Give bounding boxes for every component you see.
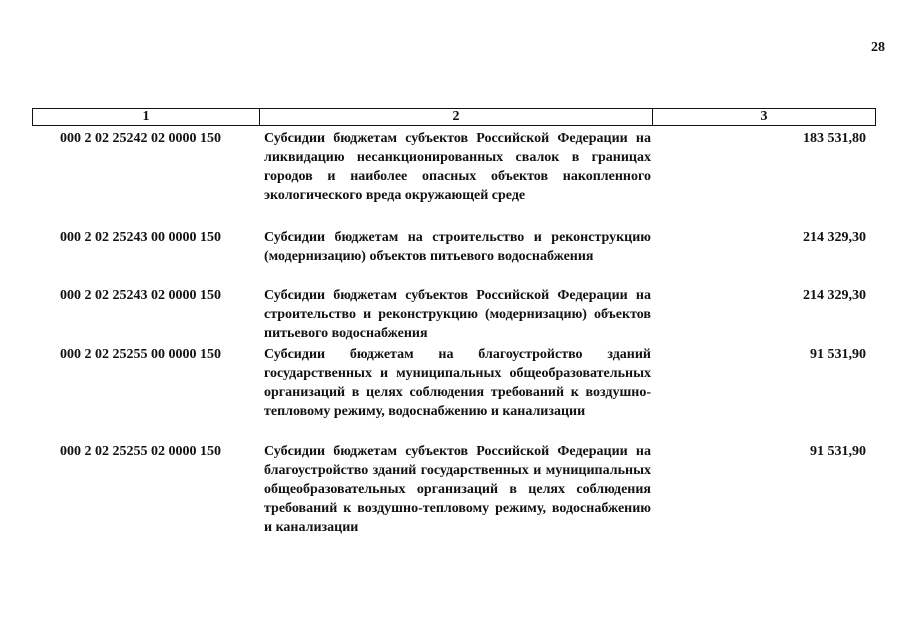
row-amount: 183 531,80	[803, 131, 866, 146]
budget-code: 000 2 02 25242 02 0000 150	[60, 131, 221, 146]
header-col-2: 2	[260, 109, 653, 125]
row-description: Субсидии бюджетам субъектов Российской Федерации на строительство и реконструкцию (модернизацию) объектов питьевого водоснабжения	[264, 288, 651, 341]
header-col-3: 3	[760, 109, 768, 124]
budget-code: 000 2 02 25243 00 0000 150	[60, 230, 221, 245]
row-description: Субсидии бюджетам субъектов Российской Федерации на благоустройство зданий государственных и муниципальных общеобразовательных организаций в целях соблюдения требований к воздушно-тепловому режиму, водоснабжению и канализации	[264, 444, 651, 535]
row-description: Субсидии бюджетам на строительство и реконструкцию (модернизацию) объектов питьевого водоснабжения	[264, 230, 651, 264]
table-header	[32, 108, 876, 126]
header-col-1: 1	[33, 109, 260, 125]
row-amount: 91 531,90	[810, 347, 866, 362]
row-amount: 214 329,30	[803, 288, 866, 303]
row-amount: 91 531,90	[810, 444, 866, 459]
row-description: Субсидии бюджетам на благоустройство зданий государственных и муниципальных общеобразовательных организаций в целях соблюдения требований к воздушно-тепловому режиму, водоснабжению и канализации	[264, 347, 651, 419]
budget-code: 000 2 02 25255 02 0000 150	[60, 444, 221, 459]
row-description: Субсидии бюджетам субъектов Российской Федерации на ликвидацию несанкционированных свалок в границах городов и наиболее опасных объектов накопленного экологического вреда окружающей среде	[264, 131, 651, 203]
page-number: 28	[871, 40, 885, 55]
budget-code: 000 2 02 25255 00 0000 150	[60, 347, 221, 362]
budget-code: 000 2 02 25243 02 0000 150	[60, 288, 221, 303]
row-amount: 214 329,30	[803, 230, 866, 245]
